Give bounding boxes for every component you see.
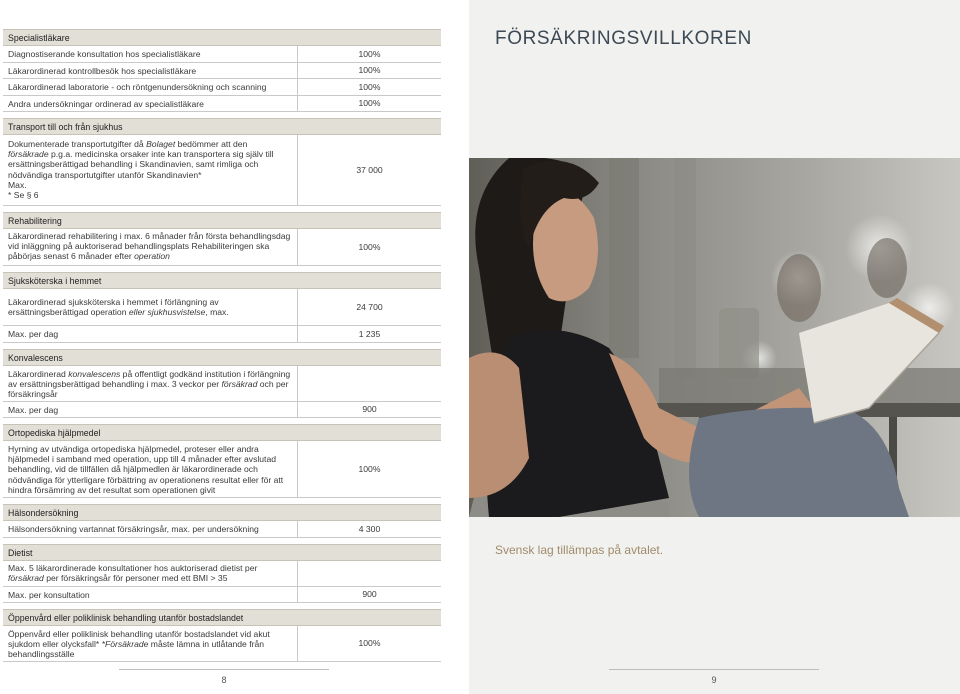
- table-row: [3, 366, 441, 402]
- table-row: [3, 135, 441, 206]
- section-heading: Transport till och från sjukhus: [3, 118, 441, 135]
- page-number: 8: [221, 675, 227, 685]
- table-row: [3, 289, 441, 326]
- left-page: [0, 0, 469, 694]
- row-text: Öppenvård eller poliklinisk behandling utanför bostadslandet vid akut sjukdom eller olycksfall* *Försäkrade måste lämna in utlåtande från behandlingsställe: [3, 626, 298, 661]
- row-value: 100%: [358, 81, 381, 92]
- footer-divider: [609, 669, 819, 670]
- table-row: [3, 441, 441, 498]
- section-heading: Rehabilitering: [3, 212, 441, 229]
- row-text: Hyrning av utvändiga ortopediska hjälpmedel, proteser eller andra hjälpmedel i samband med operation, upp till 4 månader efter avslutad behandling, vid de tillfällen då hjälpmedlen är läkarordinerade och nödvändiga för ytterligare förbättring av operationens resultat eller för att hindra försämring av det resultat som operationen givit: [3, 441, 298, 497]
- row-text: Max. per dag: [3, 402, 298, 418]
- table-row: [3, 587, 441, 604]
- row-value: 100%: [358, 48, 381, 59]
- row-value: [298, 366, 441, 401]
- coverage-table: [3, 29, 441, 662]
- row-text: Hälsondersökning vartannat försäkringsår, max. per undersökning: [3, 521, 298, 537]
- woman-reading-photo: [469, 158, 960, 517]
- row-value: 100%: [358, 638, 381, 649]
- table-row: [3, 79, 441, 96]
- table-row: [3, 96, 441, 113]
- table-row: [3, 63, 441, 80]
- row-value: 4 300: [358, 523, 381, 534]
- row-text: Max. 5 läkarordinerade konsultationer hos auktoriserad dietist per försäkrad per försäkringsår för personer med ett BMI > 35: [3, 561, 298, 586]
- section-heading: Specialistläkare: [3, 29, 441, 46]
- section-heading: Ortopediska hjälpmedel: [3, 424, 441, 441]
- section-heading: Hälsondersökning: [3, 504, 441, 521]
- row-value: 100%: [358, 65, 381, 76]
- row-text: Läkarordinerad kontrollbesök hos specialistläkare: [3, 63, 298, 79]
- row-text: Dokumenterade transportutgifter då Bolaget bedömmer att den försäkrade p.g.a. medicinska orsaker inte kan transportera sig själv till ersättningsberättigad behandling i Skandinavien, samt rimliga och nödvändiga transportutgifter utanför Skandinavien* Max. * Se § 6: [3, 135, 298, 205]
- row-text: Läkarordinerad konvalescens på offentligt godkänd institution i förlängning av ersättningsberättigad behandling i max. 3 veckor per försäkrad och per försäkringsår: [3, 366, 298, 401]
- row-text: Andra undersökningar ordinerad av specialistläkare: [3, 96, 298, 112]
- section-heading: Öppenvård eller poliklinisk behandling utanför bostadslandet: [3, 609, 441, 626]
- table-row: [3, 561, 441, 587]
- row-value: 100%: [358, 463, 381, 474]
- right-page: [469, 0, 960, 694]
- section-heading: Dietist: [3, 544, 441, 561]
- row-value: 1 235: [358, 328, 381, 339]
- page-title: FÖRSÄKRINGSVILLKOREN: [495, 28, 752, 49]
- section-heading: Konvalescens: [3, 349, 441, 366]
- row-value: [298, 561, 441, 586]
- table-row: [3, 229, 441, 266]
- table-row: [3, 46, 441, 63]
- section-heading: Sjuksköterska i hemmet: [3, 272, 441, 289]
- footer-divider: [119, 669, 329, 670]
- table-row: [3, 626, 441, 662]
- table-row: [3, 402, 441, 419]
- row-value: 900: [362, 589, 377, 600]
- row-text: Max. per konsultation: [3, 587, 298, 603]
- row-value: 37 000: [356, 164, 383, 175]
- row-value: 24 700: [356, 301, 383, 312]
- page-number: 9: [711, 675, 717, 685]
- row-text: Diagnostiserande konsultation hos specialistläkare: [3, 46, 298, 62]
- row-text: Läkarordinerad rehabilitering i max. 6 månader från första behandlingsdag vid inläggning på auktoriserad behandlingsplats Rehabiliteringen ska påbörjas senast 6 månader efter operation: [3, 229, 298, 265]
- row-value: 100%: [358, 98, 381, 109]
- row-value: 100%: [358, 241, 381, 252]
- table-row: [3, 326, 441, 343]
- row-text: Läkarordinerad sjuksköterska i hemmet i förlängning av ersättningsberättigad operation eller sjukhusvistelse, max.: [3, 289, 298, 325]
- table-row: [3, 521, 441, 538]
- row-text: Max. per dag: [3, 326, 298, 342]
- row-value: 900: [362, 404, 377, 415]
- law-note: Svensk lag tillämpas på avtalet.: [495, 543, 664, 557]
- row-text: Läkarordinerad laboratorie - och röntgenundersökning och scanning: [3, 79, 298, 95]
